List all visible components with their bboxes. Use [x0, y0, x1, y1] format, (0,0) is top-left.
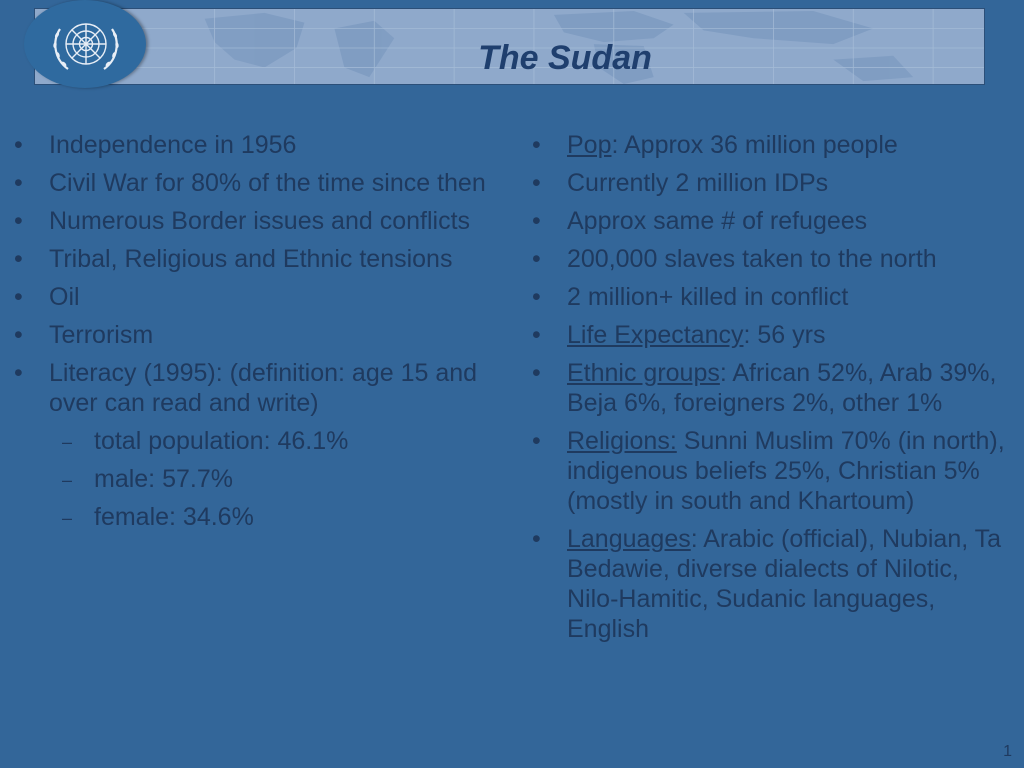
list-item: • Civil War for 80% of the time since then: [14, 168, 494, 198]
page-title: The Sudan: [478, 39, 652, 77]
term-text: : Approx 36 million people: [611, 131, 898, 159]
list-item: • Oil: [14, 282, 494, 312]
list-item: • Tribal, Religious and Ethnic tensions: [14, 244, 494, 274]
list-item: [532, 320, 1012, 350]
term-text: : African 52%, Arab 39%, Beja 6%, foreigners 2%, other 1%: [567, 359, 997, 417]
list-item: [532, 426, 1012, 516]
term-label: Religions:: [567, 427, 677, 455]
list-item: [532, 358, 1012, 418]
sub-list-item: – total population: 46.1%: [14, 426, 494, 456]
sub-list-item: – female: 34.6%: [14, 502, 494, 532]
list-item: • Literacy (1995): (definition: age 15 and over can read and write): [14, 358, 494, 418]
left-bullet-list: [14, 130, 494, 532]
header-banner: [34, 8, 985, 85]
list-item: • Numerous Border issues and conflicts: [14, 206, 494, 236]
list-item: [532, 130, 1012, 160]
list-item: • Independence in 1956: [14, 130, 494, 160]
list-item: • 2 million+ killed in conflict: [532, 282, 1012, 312]
list-item: • 200,000 slaves taken to the north: [532, 244, 1012, 274]
list-item: • Currently 2 million IDPs: [532, 168, 1012, 198]
right-bullet-list: [532, 130, 1012, 644]
term-label: Ethnic groups: [567, 359, 720, 387]
term-label: Pop: [567, 131, 612, 159]
left-column: [14, 130, 494, 540]
term-label: Languages: [567, 525, 691, 553]
list-item: • Approx same # of refugees: [532, 206, 1012, 236]
term-text: : Arabic (official), Nubian, Ta Bedawie, diverse dialects of Nilotic, Nilo-Hamitic, Sudanic languages, English: [567, 525, 1002, 643]
term-label: Life Expectancy: [567, 321, 744, 349]
sub-list-item: – male: 57.7%: [14, 464, 494, 494]
term-text: : 56 yrs: [743, 321, 826, 349]
list-item: • Terrorism: [14, 320, 494, 350]
page-number: 1: [1003, 743, 1012, 760]
list-item: [532, 524, 1012, 644]
term-text: Sunni Muslim 70% (in north), indigenous beliefs 25%, Christian 5% (mostly in south and Khartoum): [567, 427, 1005, 515]
un-emblem-icon: [40, 9, 132, 79]
right-column: [532, 130, 1012, 652]
